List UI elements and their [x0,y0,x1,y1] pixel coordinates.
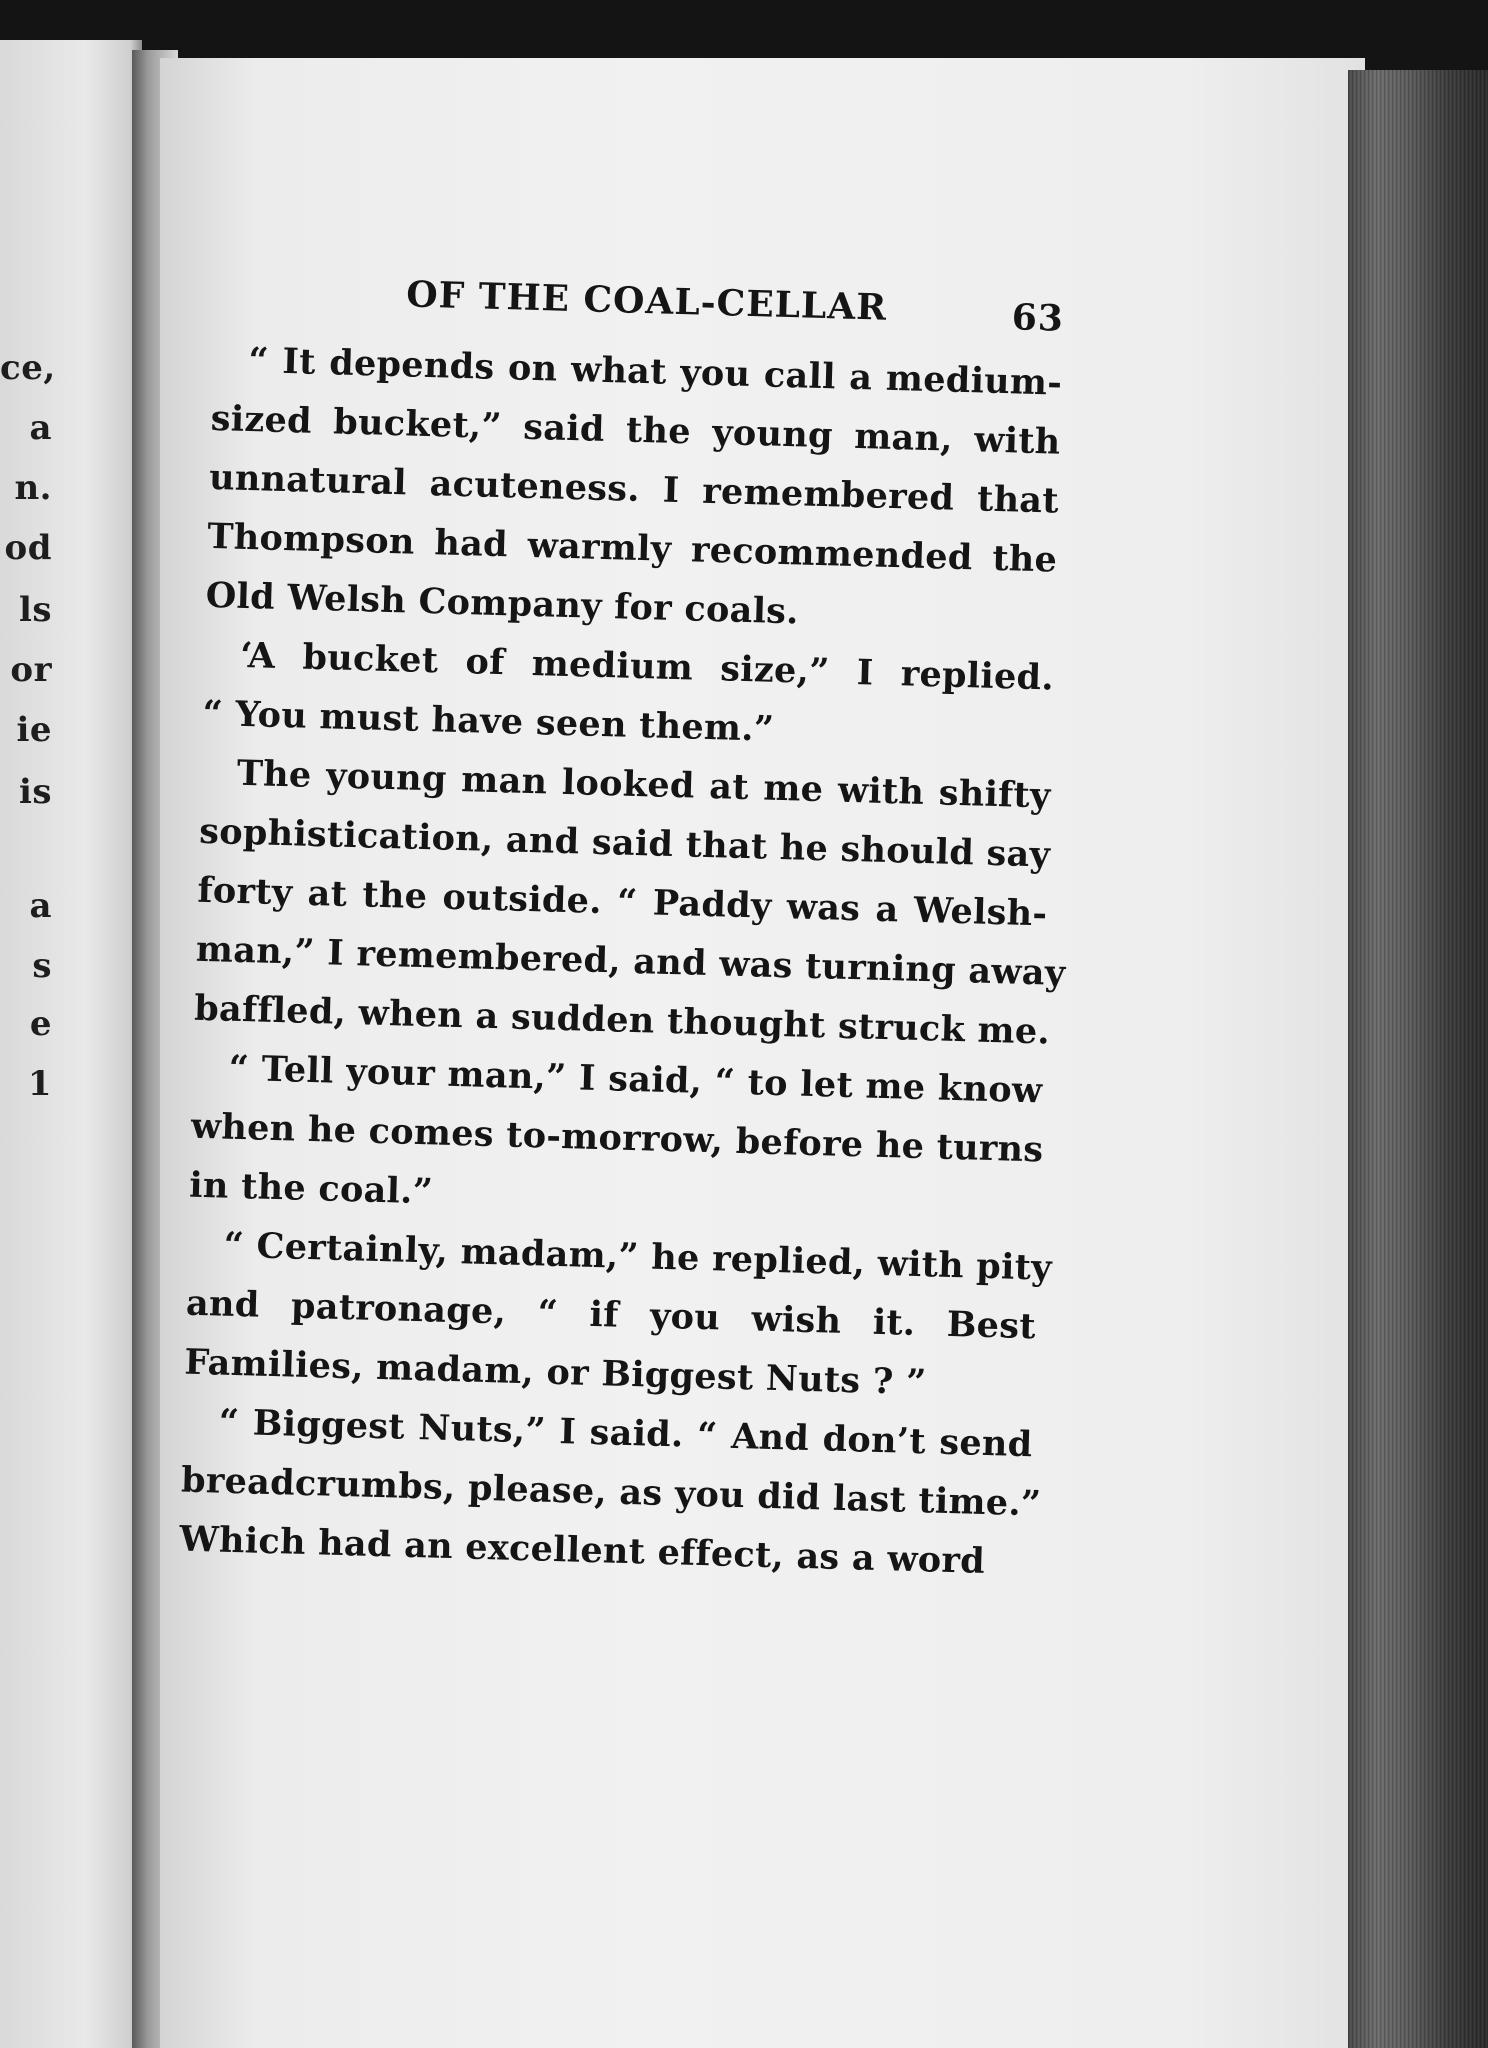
left-page-fragment: od [4,528,52,568]
text-line: “ Certainly, madam,” he replied, with pity [223,1224,1053,1289]
book-fore-edge [1348,70,1488,2048]
text-line: when he comes to-morrow, before he turns [190,1105,1044,1171]
text-line: and patronage, “ if you wish it. Best [185,1282,1037,1348]
text-line: man,” I remembered, and was turning away [195,928,1066,995]
text-line: sized bucket,” said the young man, with [210,397,1062,463]
text-line: sophistication, and said that he should say [198,810,1051,876]
paragraph [183,1215,1053,1416]
text-line: Thompson had warmly recommended the [206,515,1058,581]
text-line: “ Tell your man,” I said, “ to let me know [228,1047,1043,1112]
left-page-fragment: n. [14,468,52,508]
text-line: Old Welsh Company for coals. [205,574,800,633]
left-page [0,40,142,2048]
paragraph [193,743,1066,1062]
left-page-fragment: e [29,1004,52,1044]
paragraph [178,1392,1042,1593]
text-line: “ You must have seen them.” [201,692,775,750]
text-line: Families, madam, or Biggest Nuts ? ” [183,1341,928,1404]
left-page-fragment: a [29,408,52,448]
text-line: The young man looked at me with shifty [236,752,1052,817]
page-text-block [179,268,1065,1592]
left-page-fragment: ie [16,710,52,750]
paragraph [202,625,1055,767]
text-line: Which had an excellent effect, as a word [178,1518,986,1582]
left-page-fragment: or [10,650,52,690]
text-line: “ Biggest Nuts,” I said. “ And don’t send [218,1401,1034,1466]
text-line: unnatural acuteness. I remembered that [208,456,1060,522]
paragraph [189,1038,1044,1239]
text-line: “ It depends on what you call a medium- [247,339,1063,404]
text-line: in the coal.” [188,1164,434,1213]
left-page-fragment: a [29,886,52,926]
text-line: breadcrumbs, please, as you did last time.” [180,1459,1042,1525]
left-page-fragment: 1 [27,1064,52,1104]
left-page-fragment: ce, [0,348,56,388]
text-line: baffled, when a sudden thought struck me. [193,987,1051,1053]
paragraph [205,330,1063,649]
running-title: OF THE COAL-CELLAR [405,273,888,329]
left-page-fragment: ls [18,590,52,630]
page-number: 63 [1011,296,1065,340]
left-page-fragment: s [32,946,52,986]
body-text [178,330,1066,1592]
left-page-fragment: is [18,772,52,812]
text-line: forty at the outside. “ Paddy was a Welsh- [197,869,1048,935]
text-line: ‘A bucket of medium size,” I replied. [239,634,1055,699]
